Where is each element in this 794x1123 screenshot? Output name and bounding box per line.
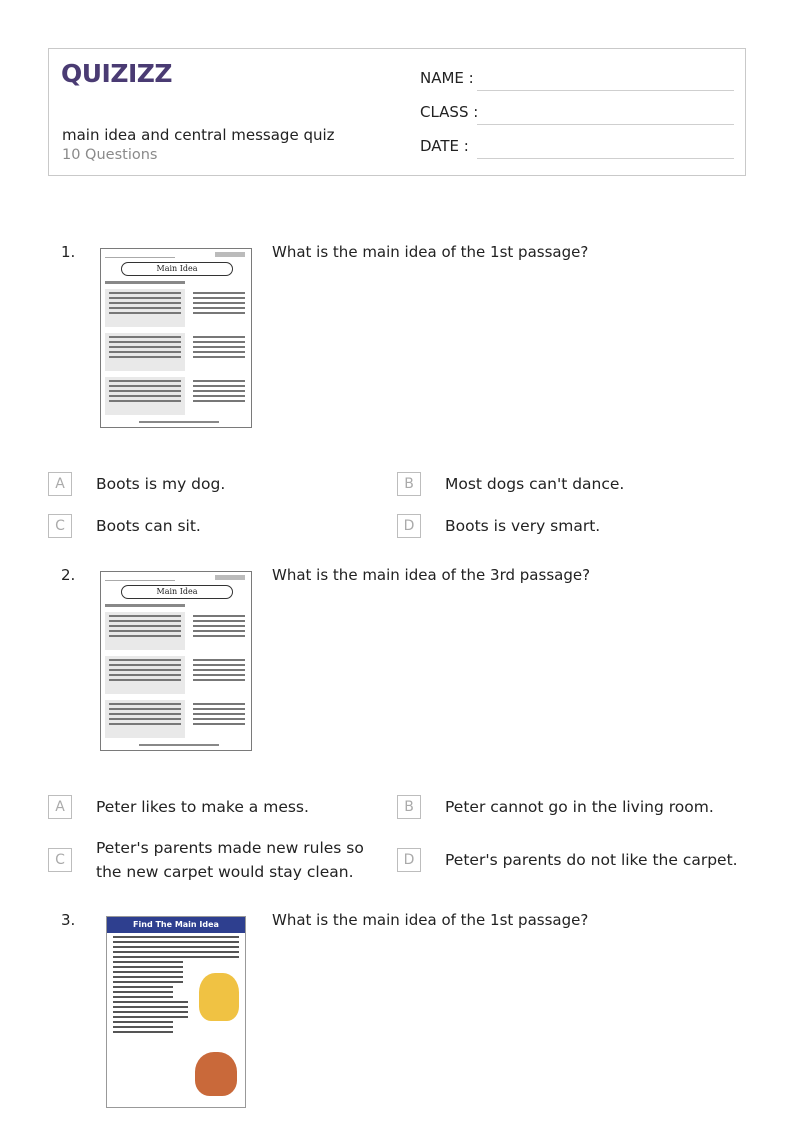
- ws-topic: [215, 575, 245, 580]
- option-a-box[interactable]: A: [48, 472, 72, 496]
- option-c-box[interactable]: C: [48, 514, 72, 538]
- option-a-box[interactable]: A: [48, 795, 72, 819]
- worksheet-header: [48, 48, 746, 176]
- ws-choices-2: [189, 333, 249, 371]
- ws-choices-1: [189, 612, 249, 650]
- class-line: [477, 124, 734, 125]
- name-label: NAME :: [420, 69, 474, 87]
- ws-passage-3: [105, 700, 185, 738]
- option-d-text[interactable]: Peter's parents do not like the carpet.: [445, 851, 738, 869]
- quiz-title: main idea and central message quiz: [62, 126, 335, 144]
- option-a-text[interactable]: Peter likes to make a mess.: [96, 798, 309, 816]
- ws-banner: Main Idea: [121, 262, 233, 276]
- option-b-text[interactable]: Peter cannot go in the living room.: [445, 798, 714, 816]
- date-field[interactable]: [420, 135, 734, 159]
- option-c-text[interactable]: Peter's parents made new rules so the new carpet would stay clean.: [96, 839, 364, 881]
- option-a-text[interactable]: Boots is my dog.: [96, 475, 226, 493]
- question-image-main-idea: [100, 571, 252, 751]
- option-c-box[interactable]: C: [48, 848, 72, 872]
- option-d-box[interactable]: D: [397, 848, 421, 872]
- dog-illustration: [195, 1052, 237, 1096]
- class-field[interactable]: [420, 101, 734, 125]
- question-number: 1.: [61, 243, 76, 261]
- ws-name-line: [105, 252, 175, 258]
- ws-choices-3: [189, 377, 249, 415]
- ws-banner: Main Idea: [121, 585, 233, 599]
- date-label: DATE :: [420, 137, 469, 155]
- question-image-main-idea: [100, 248, 252, 428]
- option-b-box[interactable]: B: [397, 795, 421, 819]
- ws-footer: [139, 421, 219, 423]
- cat-illustration: [199, 973, 239, 1021]
- ws-passage-1: [105, 289, 185, 327]
- question-number: 2.: [61, 566, 76, 584]
- option-d-box[interactable]: D: [397, 514, 421, 538]
- option-d-text[interactable]: Boots is very smart.: [445, 517, 601, 535]
- ws-choices-2: [189, 656, 249, 694]
- question-text: What is the main idea of the 1st passage?: [272, 911, 589, 929]
- ws-instructions: [105, 281, 185, 284]
- ws-passage-3: [105, 377, 185, 415]
- option-b-text[interactable]: Most dogs can't dance.: [445, 475, 625, 493]
- ws-choices-1: [189, 289, 249, 327]
- ws-name-line: [105, 575, 175, 581]
- class-label: CLASS :: [420, 103, 479, 121]
- ws-choices-3: [189, 700, 249, 738]
- question-text: What is the main idea of the 3rd passage?: [272, 566, 591, 584]
- quizizz-logo: QUIZIZZ: [61, 59, 173, 88]
- ws-instructions: [105, 604, 185, 607]
- name-line: [477, 90, 734, 91]
- question-image-find-main-idea: [106, 916, 246, 1108]
- ws-header: Find The Main Idea: [107, 917, 245, 933]
- question-count: 10 Questions: [62, 147, 158, 163]
- option-c-text[interactable]: Boots can sit.: [96, 517, 201, 535]
- ws-topic: [215, 252, 245, 257]
- ws-footer: [139, 744, 219, 746]
- option-b-box[interactable]: B: [397, 472, 421, 496]
- ws-passage-1: [105, 612, 185, 650]
- question-number: 3.: [61, 911, 76, 929]
- date-line: [477, 158, 734, 159]
- name-field[interactable]: [420, 67, 734, 91]
- question-text: What is the main idea of the 1st passage?: [272, 243, 589, 261]
- ws-passage-2: [105, 333, 185, 371]
- ws-passage-2: [105, 656, 185, 694]
